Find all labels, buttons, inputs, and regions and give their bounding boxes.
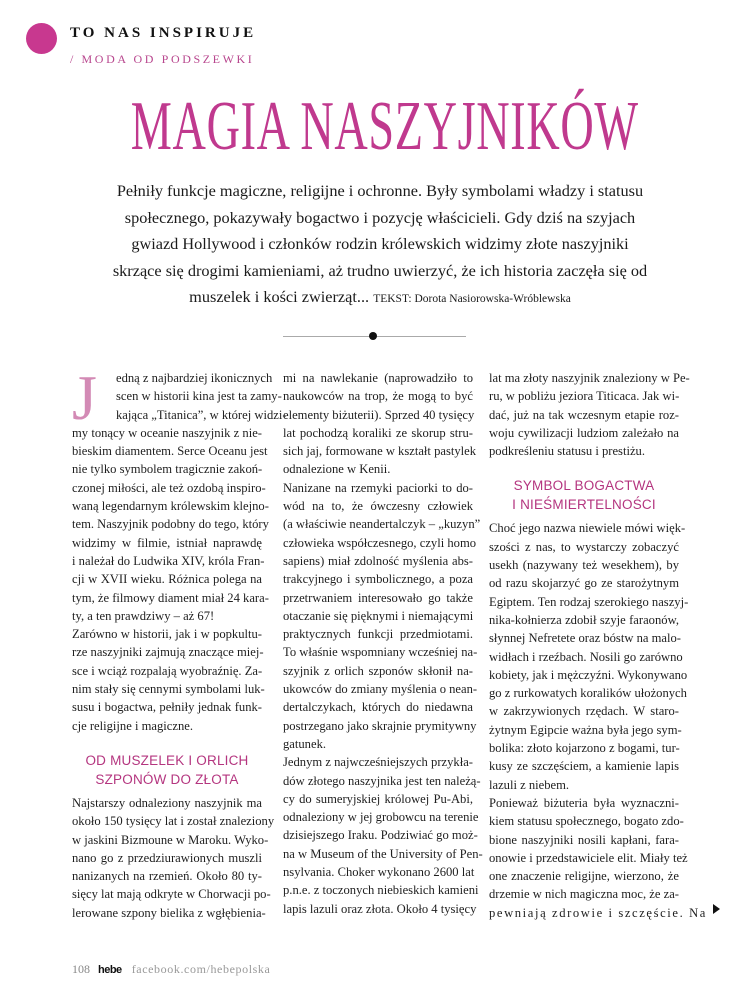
text-line [489, 648, 683, 666]
text-line [283, 900, 477, 918]
text-line-content: przetrwaniem interesowało go także [283, 590, 473, 605]
section-dot-icon [26, 23, 57, 54]
text-line-content: ty, a ten prawdziwy – aż 67! [72, 608, 215, 623]
article-title: MAGIA NASZYJNIKÓW [130, 88, 639, 165]
text-line [283, 515, 481, 533]
text-line-content: wód na to, że ówczesny człowiek [283, 499, 473, 514]
text-line-content: trakcyjnego i symbolicznego, a poza [283, 572, 473, 587]
text-line [283, 643, 478, 661]
text-line [489, 593, 689, 611]
text-line-content: edną z najbardziej ikonicznych [116, 371, 273, 385]
text-line [283, 369, 473, 387]
text-line-content: tym, że filmowy diament miał 24 kara- [72, 590, 269, 605]
text-column-3 [489, 369, 707, 922]
text-line-content: na w Museum of the University of Pen- [283, 846, 483, 861]
text-line [283, 662, 473, 680]
text-line-content: Ponieważ biżuteria była wyznaczni- [489, 795, 679, 810]
text-line [72, 885, 271, 903]
text-line-content: nika-kołnierza zdobił szyje faraonów, [489, 612, 679, 627]
text-line [489, 666, 688, 684]
text-line-content: kiem statusu społecznego, bogato zdo- [489, 814, 684, 829]
text-line-content: sce i wciąż rozpalają wyobraźnię. Za- [72, 663, 263, 678]
heading-line: I NIEŚMIERTELNOŚCI [512, 497, 656, 513]
heading-line: SZPONÓW DO ZŁOTA [95, 771, 239, 787]
paragraph [283, 369, 477, 479]
text-line [72, 867, 262, 885]
text-line [72, 698, 262, 716]
text-line-content: gatunek. [283, 736, 327, 751]
text-line [72, 570, 262, 588]
text-line-content: (a właściwie neandertalczyk – „kuzyn” [283, 517, 481, 532]
text-line-content: otaczanie się pięknymi i niemającymi [283, 608, 474, 623]
text-column-1 [72, 362, 287, 922]
text-line-content: onowie i przedstawiciele elit. Miały też [489, 850, 688, 865]
text-line-content: słynnej Nefretete oraz bóstw na malo- [489, 631, 681, 646]
text-line-content: szości z nas, to wystarczy zobaczyć [489, 539, 679, 554]
text-line [489, 849, 688, 867]
text-line-content: bieskim diamentem. Serce Oceanu jest [72, 444, 268, 459]
text-line-content: pewniają zdrowie i szczęście. Na [489, 905, 707, 920]
text-line [283, 424, 473, 442]
section-heading [72, 751, 262, 789]
text-line [72, 589, 269, 607]
text-line [283, 387, 473, 405]
text-line [72, 424, 262, 442]
text-line [489, 904, 707, 922]
brand-logo: hebe [98, 964, 122, 976]
paragraph [72, 362, 287, 625]
text-line-content: cje religijne i magiczne. [72, 718, 193, 733]
text-line-content: naukowców na trop, że mogą to być [283, 389, 473, 404]
text-line-content: nie tylko symbolem tragicznie zakoń- [72, 462, 263, 477]
text-line-content: ukowców do zmiany myślenia o nean- [283, 682, 478, 697]
text-line [489, 702, 679, 720]
text-line-content: susu i bogactwa, pełniły jednak funk- [72, 700, 262, 715]
text-line [489, 574, 679, 592]
text-line-content: lazuli z niebem. [489, 777, 570, 792]
text-line-content: lat pochodzą koraliki ze skorup stru- [283, 425, 473, 440]
text-line [72, 904, 266, 922]
text-line-content: drzemie w nich magiczna moc, że za- [489, 887, 679, 902]
text-line-content: nanizanych na rzemień. Około 80 ty- [72, 869, 262, 884]
text-line [283, 497, 473, 515]
page-number: 108 [72, 962, 90, 976]
text-line-content: w jaskini Bizmoune w Maroku. Wyko- [72, 832, 269, 847]
text-line-content: mi na nawlekanie (naprowadziło to [283, 371, 473, 385]
text-line-content: bolika: złoto kojarzono z bogami, tur- [489, 741, 680, 756]
text-line [72, 643, 262, 661]
heading-line: OD MUSZELEK I ORLICH [85, 752, 249, 768]
text-line [283, 442, 477, 460]
text-line [283, 607, 473, 625]
text-line-content: około 150 tysięcy lat i został znaleziony [72, 814, 275, 829]
text-line [489, 812, 684, 830]
text-column-2 [283, 369, 483, 918]
text-line-content: Nanizane na rzemyki paciorki to do- [283, 480, 473, 495]
text-line [283, 625, 473, 643]
text-line-content: dertalczykach, których do niedawna [283, 700, 473, 715]
text-line [72, 717, 262, 735]
divider-dot-icon [369, 332, 377, 340]
text-line-content: To właśnie wspomniany wcześniej na- [283, 645, 478, 660]
text-line-content: scen w historii kina jest ta zamy- [116, 389, 282, 404]
text-line-content: Choć jego nazwa niewiele mówi więk- [489, 521, 686, 536]
text-line-content: elementy biżuterii). Sprzed 40 tysięcy [283, 407, 475, 422]
text-line [72, 552, 265, 570]
text-line [283, 790, 473, 808]
text-line-content: Jednym z najwcześniejszych przykła- [283, 755, 473, 770]
text-line-content: praktycznych funkcji przedmiotami. [283, 627, 473, 642]
text-line-content: postrzegano jako skrajnie prymitywny [283, 718, 477, 733]
text-line-content: szyjnik z orlich szponów skłonił na- [283, 663, 473, 678]
section-label: TO NAS INSPIRUJE [70, 25, 257, 41]
text-line [72, 387, 282, 405]
text-line-content: tem. Naszyjnik podobny do tego, który [72, 517, 269, 532]
text-line [283, 460, 473, 478]
text-line-content: człowieka współczesnego, czyli homo [283, 535, 477, 550]
text-line [72, 831, 269, 849]
text-line [489, 757, 679, 775]
text-line [489, 387, 679, 405]
facebook-link[interactable]: facebook.com/hebepolska [131, 962, 271, 976]
text-line [283, 863, 473, 881]
text-line-content: kusy ze szczęściem, a kamienie lapis [489, 759, 679, 774]
text-line [72, 369, 273, 387]
text-line [283, 552, 473, 570]
text-line-content: nim stały się cennymi symbolami luk- [72, 682, 265, 697]
text-line-content: żytnym Egipcie ważna była jego sym- [489, 722, 682, 737]
text-line [72, 460, 262, 478]
paragraph [72, 794, 275, 922]
text-line [489, 538, 679, 556]
text-line [72, 406, 287, 424]
paragraph [283, 753, 483, 918]
text-line-content: my tonący w oceanie naszyjnik z nie- [72, 425, 262, 440]
text-line [283, 406, 473, 424]
text-line [72, 607, 262, 625]
text-line-content: ru, w pobliżu jeziora Titicaca. Jak wi- [489, 389, 680, 404]
text-line [283, 881, 479, 899]
text-line-content: odnalezione w Kenii. [283, 462, 391, 477]
text-line [283, 589, 473, 607]
text-line [283, 717, 477, 735]
text-line [489, 611, 679, 629]
text-line-content: kająca „Titanica”, w której widzi- [116, 407, 287, 422]
text-line [489, 776, 679, 794]
paragraph [489, 794, 707, 922]
author-credit: TEKST: Dorota Nasiorowska-Wróblewska [373, 293, 571, 305]
text-line-content: i należał do Ludwika XIV, króla Fran- [72, 553, 265, 568]
paragraph [72, 625, 265, 735]
text-line-content: dzisiejszego Iraku. Podziwiać go moż- [283, 828, 478, 843]
text-line-content: sich jaj, formowane w kształt pastylek [283, 444, 477, 459]
text-line-content: one znaczenie religijne, wierzono, że [489, 869, 679, 884]
text-line-content: Egiptem. Ten rodzaj szerokiego naszyj- [489, 594, 689, 609]
text-line [489, 629, 679, 647]
text-line-content: dać, już na tak wczesnym etapie roz- [489, 407, 679, 422]
paragraph [489, 369, 690, 460]
text-line [489, 867, 679, 885]
page-footer [72, 962, 270, 977]
text-line [283, 479, 473, 497]
text-line [489, 739, 679, 757]
article-lead [110, 178, 650, 313]
drop-cap: J [72, 362, 97, 433]
text-line-content: odnaleziony w jej grobowcu na terenie [283, 810, 479, 825]
text-line-content: Zarówno w historii, jak i w popkultu- [72, 627, 262, 642]
text-line-content: lat ma złoty naszyjnik znaleziony w Pe- [489, 371, 690, 385]
text-line-content: rze naszyjniki zajmują znaczące miej- [72, 645, 264, 660]
text-line-content: nano go z przedziurawionych muszli [72, 850, 262, 865]
text-line [283, 753, 473, 771]
text-line [489, 684, 687, 702]
text-line-content: go z rurkowatych koralików ułożonych [489, 686, 687, 701]
text-line-content: Najstarszy odnaleziony naszyjnik ma [72, 795, 262, 810]
text-line [283, 808, 479, 826]
text-line-content: od razu skojarzyć go ze starożytnym [489, 576, 679, 591]
text-line-content: cy do sumeryjskiej królowej Pu-Abi, [283, 791, 473, 806]
text-line [72, 442, 268, 460]
heading-line: SYMBOL BOGACTWA [513, 478, 655, 494]
text-line [489, 369, 690, 387]
text-line [72, 849, 262, 867]
text-line [283, 845, 483, 863]
lead-text: Pełniły funkcje magiczne, religijne i ochronne. Były symbolami władzy i statusu społecznego, pokazywały bogactwo i pozycję właścicieli. Gdy dziś na szyjach gwiazd Hollywood i członków rodzin królewskich widzimy złote naszyjniki skrzące się drogimi kamieniami, aż trudno uwierzyć, że ich historia zaczęła się od muszelek i kości zwierząt... [112, 181, 648, 306]
text-line-content: nsylvania. Choker wykonano 2600 lat [283, 865, 475, 880]
text-line [489, 406, 679, 424]
text-line-content: widłach i rzeźbach. Nosili go zarówno [489, 649, 683, 664]
text-line [489, 442, 679, 460]
subsection-label: / MODA OD PODSZEWKI [70, 52, 255, 66]
text-line-content: podkreśleniu statusu i prestiżu. [489, 444, 645, 459]
text-line-content: lapis lazuli oraz złota. Około 4 tysięcy [283, 901, 477, 916]
article-title-wrap [0, 88, 756, 165]
text-line [72, 794, 262, 812]
continue-arrow-icon [713, 904, 720, 914]
text-line-content: woju cywilizacji ludziom zależało na [489, 425, 679, 440]
section-heading [489, 476, 679, 514]
text-line-content: w zakrzywionych rzędach. W staro- [489, 704, 679, 719]
text-line-content: p.n.e. z toczonych niebieskich kamieni [283, 883, 479, 898]
text-line [283, 735, 473, 753]
text-line [489, 885, 679, 903]
text-line [489, 721, 682, 739]
text-line-content: bione naszyjniki nosili kapłani, fara- [489, 832, 679, 847]
text-line [72, 515, 269, 533]
text-line-content: czonej miłości, ale też ozdobą inspiro- [72, 480, 266, 495]
text-line [283, 698, 473, 716]
text-line-content: sięcy lat mają odkryte w Chorwacji po- [72, 887, 271, 902]
text-line [283, 826, 478, 844]
text-line [72, 812, 275, 830]
text-line-content: cji w XVII wieku. Różnica polega na [72, 572, 262, 587]
text-line-content: waną legendarnym królewskim klejno- [72, 499, 269, 514]
text-line [283, 534, 477, 552]
text-line-content: lerowane szpony bielika z wgłębienia- [72, 905, 266, 920]
text-line [72, 662, 262, 680]
text-line [489, 519, 686, 537]
paragraph [283, 479, 481, 753]
text-line-content: dów złotego naszyjnika jest ten należą- [283, 773, 481, 788]
text-line [489, 831, 679, 849]
text-line-content: widzimy w filmie, istniał naprawdę [72, 535, 262, 550]
text-line [283, 772, 481, 790]
paragraph [489, 519, 689, 793]
text-line [489, 424, 679, 442]
text-line [72, 534, 262, 552]
text-line [72, 479, 266, 497]
text-line-content: sapiens) miał zdolność myślenia abs- [283, 553, 473, 568]
text-line [72, 625, 262, 643]
text-line [283, 570, 473, 588]
text-line [283, 680, 478, 698]
text-line-content: kobiety, jak i mężczyźni. Wykonywano [489, 667, 688, 682]
text-line [489, 794, 679, 812]
text-line-content: usekh (nazywany też wesekhem), by [489, 558, 679, 573]
text-line [72, 497, 269, 515]
text-line [489, 556, 679, 574]
text-line [72, 680, 265, 698]
